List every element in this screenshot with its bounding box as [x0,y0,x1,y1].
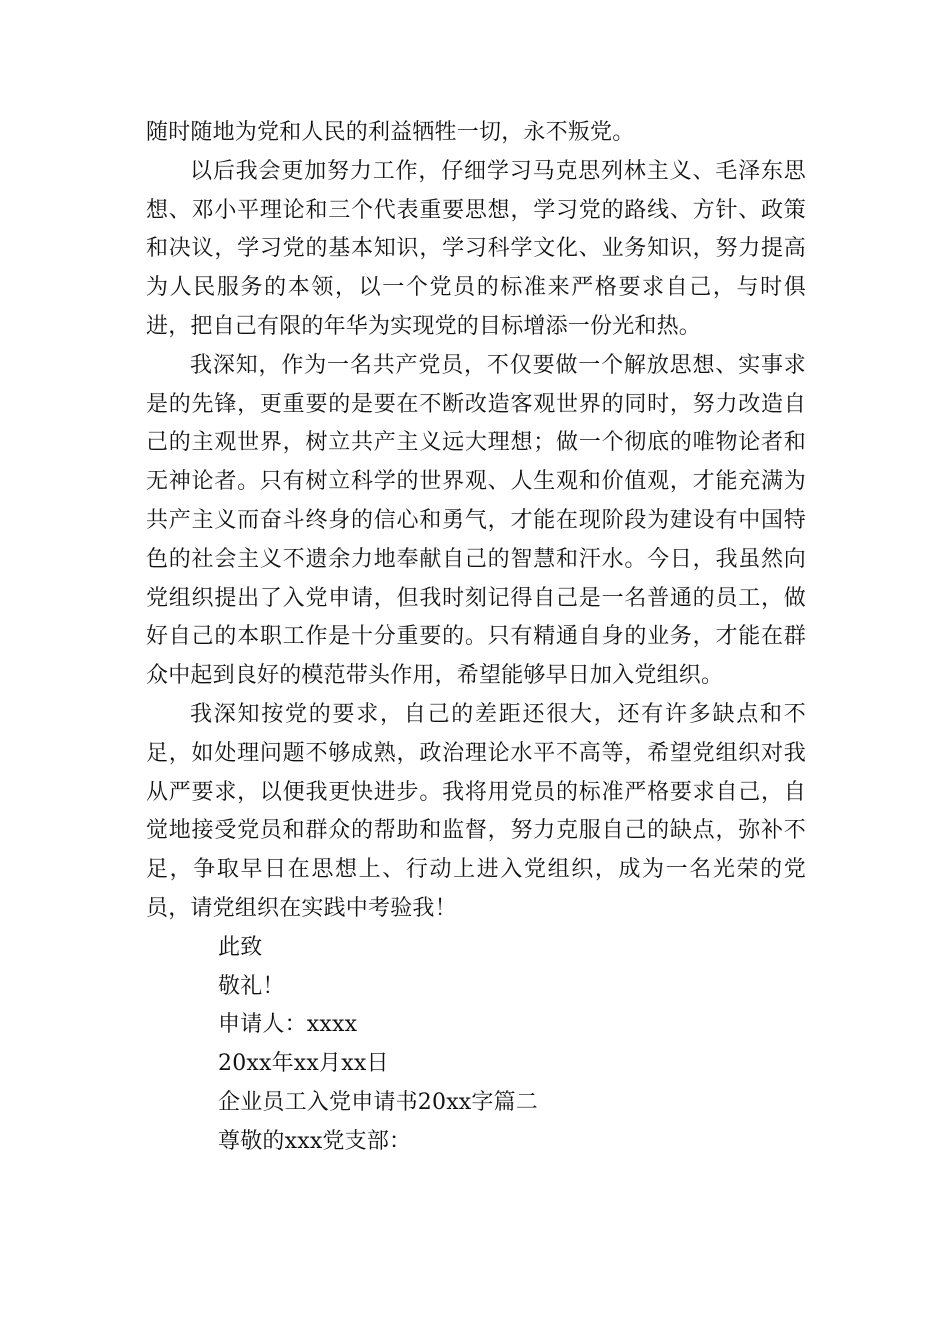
next-section-title: 企业员工入党申请书20xx字篇二 [218,1089,539,1115]
letter-date: 20xx年xx月xx日 [218,1051,389,1077]
paragraph-party-member-duty: 我深知，作为一名共产党员，不仅要做一个解放思想、实事求是的先锋，更重要的是要在不断改造客观世界的同时，努力改造自己的主观世界，树立共产主义远大理想；做一个彻底的唯物论者和无神论者。只有树立科学的世界观、人生观和价值观，才能充满为共产主义而奋斗终身的信心和勇气，才能在现阶段为建设有中国特色的社会主义不遗余力地奉献自己的智慧和汗水。今日，我虽然向党组织提出了入党申请，但我时刻记得自己是一名普通的员工，做好自己的本职工作是十分重要的。只有精通自身的业务，才能在群众中起到良好的模范带头作用，希望能够早日加入党组织。 [146,352,806,689]
applicant-signature: 申请人：xxxx [218,1012,358,1038]
closing-phrase: 此致 [218,934,263,960]
salute: 敬礼！ [218,973,285,999]
paragraph-continuation: 随时随地为党和人民的利益牺牲一切，永不叛党。 [146,120,635,145]
paragraph-self-improvement: 我深知按党的要求，自己的差距还很大，还有许多缺点和不足，如处理问题不够成熟，政治理论水平不高等，希望党组织对我从严要求，以便我更快进步。我将用党员的标准严格要求自己，自觉地接受党员和群众的帮助和监督，努力克服自己的缺点，弥补不足，争取早日在思想上、行动上进入党组织，成为一名光荣的党员，请党组织在实践中考验我！ [146,701,806,921]
next-section-greeting: 尊敬的xxx党支部： [218,1128,412,1154]
document-body [146,114,806,1162]
paragraph-study-commitment: 以后我会更加努力工作，仔细学习马克思列林主义、毛泽东思想、邓小平理论和三个代表重要思想，学习党的路线、方针、政策和决议，学习党的基本知识，学习科学文化、业务知识，努力提高为人民服务的本领，以一个党员的标准来严格要求自己，与时俱进，把自己有限的年华为实现党的目标增添一份光和热。 [146,158,806,339]
